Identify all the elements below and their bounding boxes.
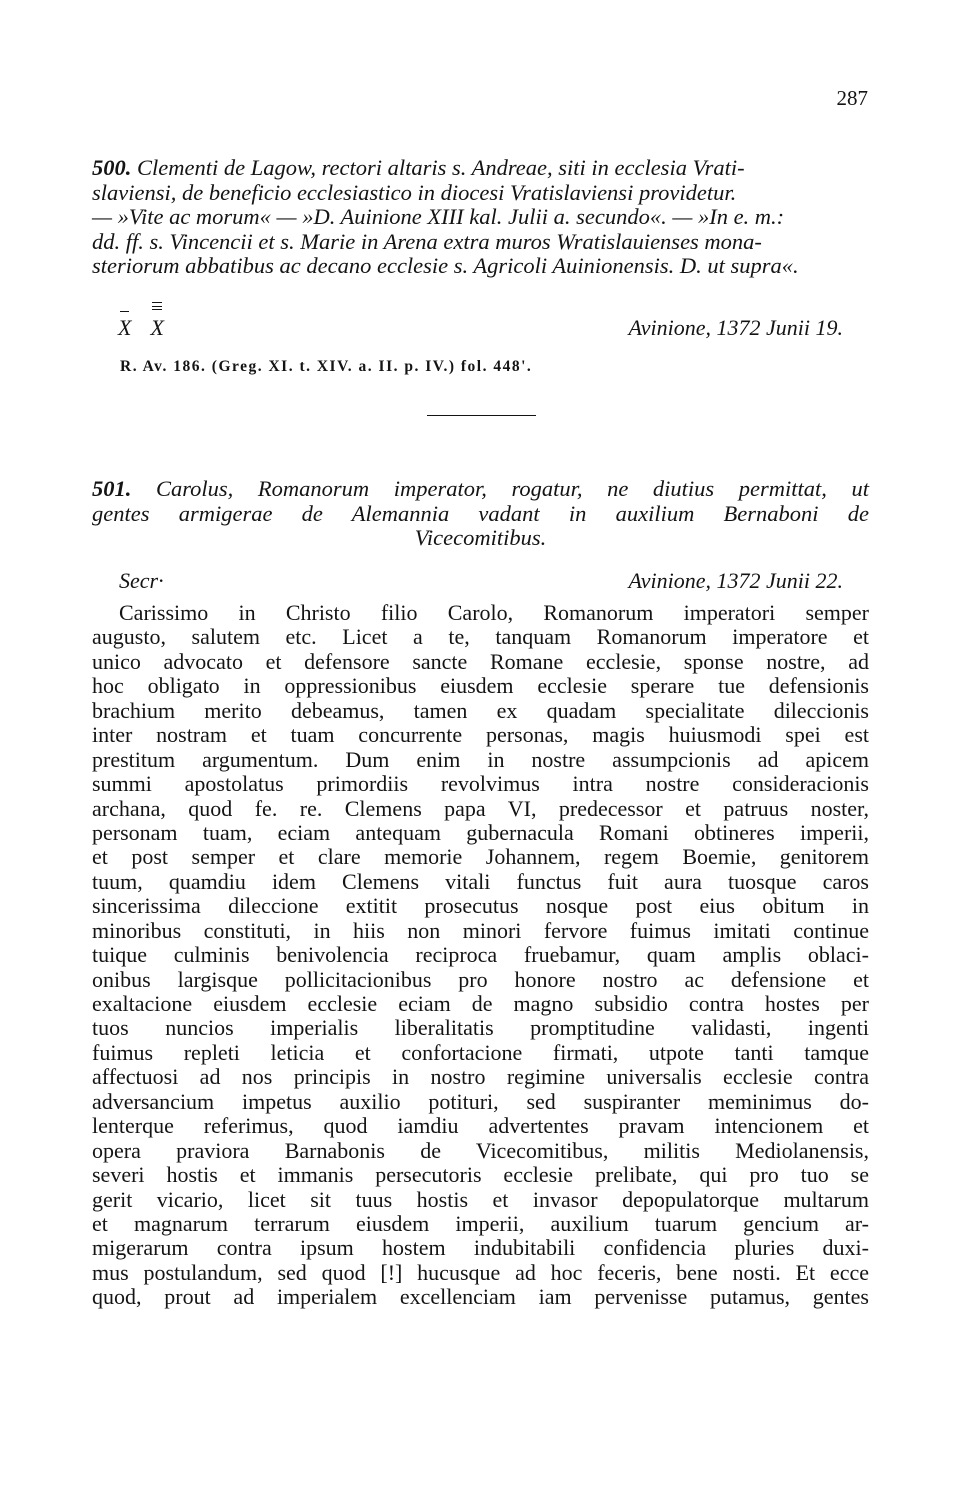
body-line: minoribus constituti, in hiis non minori fervore fuimus imitati continue <box>92 918 869 943</box>
summary-line: slaviensi, de beneficio ecclesiastico in diocesi Vratislaviensi providetur. <box>92 179 737 205</box>
body-line: fuimus repleti leticia et confortacione firmati, utpote tanti tamque <box>92 1040 869 1065</box>
body-line: lenterque referimus, quod iamdiu advertentes pravam intencionem et <box>92 1114 869 1139</box>
body-line: hoc obligato in oppressionibus eiusdem ecclesie sperare tue defensionis <box>92 674 869 699</box>
body-line: et magnarum terrarum eiusdem imperii, auxilium tuarum gencium ar- <box>92 1211 869 1236</box>
body-line: adversancium impetus auxilio potituri, sed suspiranter meminimus do- <box>92 1089 869 1114</box>
body-line: migerarum contra ipsum hostem indubitabili confidencia pluries duxi- <box>92 1236 869 1261</box>
body-line: affectuosi ad nos principis in nostro regimine universalis ecclesie contra <box>92 1065 869 1090</box>
body-line: severi hostis et immanis persecutoris ecclesie prelibate, qui pro tuo se <box>92 1163 869 1188</box>
body-line: sincerissima dileccione extitit prosecutus nosque post eius obitum in <box>92 894 869 919</box>
body-line: Carissimo in Christo filio Carolo, Romanorum imperatori semper <box>119 601 869 625</box>
body-line: quod, prout ad imperialem excellenciam iam pervenisse putamus, gentes <box>92 1285 869 1310</box>
mark-right: X <box>150 315 163 341</box>
letter-body <box>92 601 869 1310</box>
body-line: brachium merito debeamus, tamen ex quadam specialitate dileccionis <box>92 698 869 723</box>
summary-line: dd. ff. s. Vincencii et s. Marie in Arena extra muros Wratislauienses mona- <box>92 228 762 254</box>
body-line: onibus largisque pollicitacionibus pro honore nostro ac defensione et <box>92 967 869 992</box>
summary-line: gentes armigerae de Alemannia vadant in auxilium Bernaboni de <box>92 500 869 526</box>
secr-label: Secr· <box>119 568 164 593</box>
body-line: augusto, salutem etc. Licet a te, tanquam Romanorum imperatore et <box>92 625 869 650</box>
register-reference: R. Av. 186. (Greg. XI. t. XIV. a. II. p. IV.) fol. 448'. <box>120 358 533 375</box>
body-line: personam tuam, eciam antequam gubernacula Romani obtineres imperii, <box>92 820 869 845</box>
summary-line: 501. Carolus, Romanorum imperator, rogatur, ne diutius permittat, ut <box>92 476 869 501</box>
chancery-mark <box>118 315 164 341</box>
body-line: summi apostolatus primordiis revolvimus intra nostre consideracionis <box>92 772 869 797</box>
body-line: unico advocato et defensore sancte Romane ecclesie, sponse nostre, ad <box>92 649 869 674</box>
entry-500-summary <box>92 156 869 279</box>
body-line: inter nostram et tuam concurrente personas, magis huiusmodi spei est <box>92 723 869 748</box>
entry-500-date: Avinione, 1372 Junii 19. <box>628 315 843 340</box>
mark-left: X <box>118 315 131 341</box>
summary-line: steriorum abbatibus ac decano ecclesie s. Agricoli Auinionensis. D. ut supra«. <box>92 253 799 279</box>
entry-501-date: Avinione, 1372 Junii 22. <box>628 568 843 593</box>
page-number: 287 <box>836 86 868 110</box>
section-divider <box>427 415 536 416</box>
body-line: exaltacione eiusdem ecclesie eciam de magno subsidio contra hostes per <box>92 992 869 1016</box>
summary-line: — »Vite ac morum« — »D. Auinione XIII kal. Julii a. secundo«. — »In e. m.: <box>92 204 785 230</box>
body-line: opera praviora Barnabonis de Vicecomitibus, militis Mediolanensis, <box>92 1138 869 1163</box>
body-line: archana, quod fe. re. Clemens papa VI, predecessor et patruus noster, <box>92 796 869 821</box>
body-line: mus postulandum, sed quod [!] hucusque ad hoc feceris, bene nosti. Et ecce <box>92 1260 869 1285</box>
entry-501-summary <box>92 477 869 551</box>
body-line: et post semper et clare memorie Johannem, regem Boemie, genitorem <box>92 845 869 870</box>
summary-line: 500. Clementi de Lagow, rectori altaris s. Andreae, siti in ecclesia Vrati- <box>92 155 745 180</box>
body-line: tuos nuncios imperialis liberalitatis promptitudine validasti, ingenti <box>92 1016 869 1041</box>
body-line: tuum, quamdiu idem Clemens vitali functus fuit aura tuosque caros <box>92 869 869 894</box>
body-line: prestitum argumentum. Dum enim in nostre assumpcionis ad apicem <box>92 747 869 772</box>
body-line: tuique culminis benivolencia reciproca fruebamur, quam amplis oblaci- <box>92 943 869 968</box>
entry-number: 501. <box>92 476 132 501</box>
summary-line: Vicecomitibus. <box>414 525 547 551</box>
body-line: gerit vicario, licet sit tuus hostis et invasor depopulatorque multarum <box>92 1187 869 1212</box>
entry-number: 500. <box>92 155 132 180</box>
